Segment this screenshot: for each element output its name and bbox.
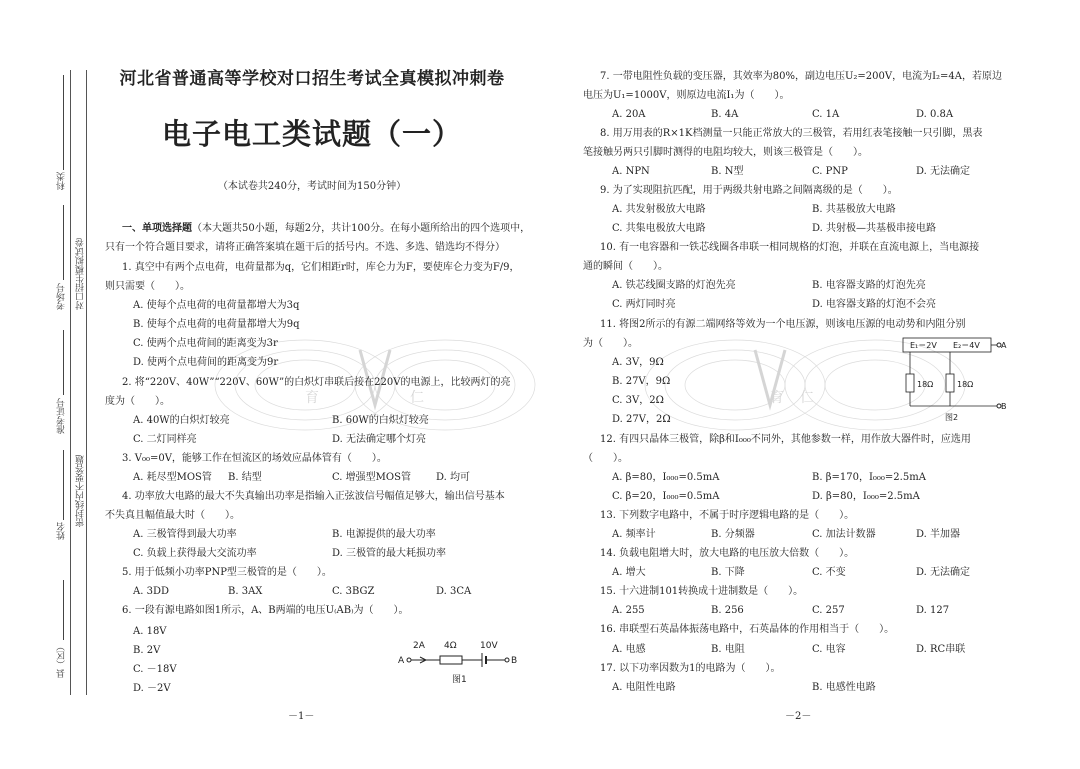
q12-opt-c: C. β=20，I₀₀₀=0.5mA — [612, 491, 720, 502]
q2-stem-2: 度为（ ）。 — [105, 396, 170, 407]
q11-opt-c: C. 3V，2Ω — [612, 395, 664, 406]
q15-opt-b: B. 256 — [711, 605, 744, 616]
fig2-r2: 18Ω — [957, 380, 974, 389]
q5-opt-d: D. 3CA — [436, 586, 472, 597]
margin-line-outer — [70, 70, 71, 695]
q17-stem: 17. 以下功率因数为1的电路为（ ）。 — [600, 663, 781, 674]
q4-stem-2: 不失真且幅值最大时（ ）。 — [105, 510, 240, 521]
section-desc-2: 只有一个符合题目要求，请将正确答案填在题干后的括号内。不选、多选、错选均不得分） — [105, 242, 505, 253]
q8-stem-1: 8. 用万用表的R×1K档测量一只能正常放大的三极管，若用红表笔接触一只引脚，黑表 — [600, 128, 983, 139]
room-blank — [63, 205, 64, 280]
q9-opt-c: C. 共集电极放大电路 — [612, 223, 706, 234]
q8-opt-a: A. NPN — [612, 166, 650, 177]
fig2-resistor-2 — [946, 374, 954, 392]
q9-opt-d: D. 共射极—共基极串接电路 — [812, 223, 937, 234]
q2-stem-1: 2. 将“220V、40W”“220V、60W”的白炽灯串联后接在220V的电源上，比较两灯的亮 — [122, 377, 511, 388]
q10-opt-d: D. 电容器支路的灯泡不会亮 — [812, 299, 937, 310]
section-desc-1-text: （本大题共50小题，每题2分，共计100分。在每小题所给出的四个选项中， — [192, 223, 531, 234]
margin-line-inner — [86, 70, 87, 695]
page-number-2: －2－ — [785, 711, 812, 722]
q6-stem: 6. 一段有源电路如图1所示，A、B两端的电压U₍AB₎为（ ）。 — [122, 605, 409, 616]
q5-opt-c: C. 3BGZ — [332, 586, 375, 597]
county-blank — [63, 580, 64, 640]
q3-opt-a: A. 耗尽型MOS管 — [133, 472, 212, 483]
q4-opt-d: D. 三极管的最大耗损功率 — [332, 548, 447, 559]
q13-opt-c: C. 加法计数器 — [812, 529, 876, 540]
fig2-caption: 图2 — [945, 413, 959, 422]
q14-opt-b: B. 下降 — [711, 567, 745, 578]
q4-opt-b: B. 电源提供的最大功率 — [332, 529, 436, 540]
q6-opt-a: A. 18V — [133, 626, 167, 637]
q1-stem-2: 则只需要（ ）。 — [105, 281, 190, 292]
q10-stem-2: 通的瞬间（ ）。 — [583, 261, 668, 272]
q16-opt-a: A. 电感 — [612, 644, 646, 655]
q11-stem-2: 为（ ）。 — [583, 338, 638, 349]
q7-opt-a: A. 20A — [612, 109, 646, 120]
q4-stem-1: 4. 功率放大电路的最大不失真输出功率是指输入正弦波信号幅值足够大，输出信号基本 — [122, 491, 505, 502]
fig1-node-b — [505, 658, 509, 662]
county-label: 县（区） — [57, 642, 67, 678]
q7-opt-b: B. 4A — [711, 109, 739, 120]
watermark-text-3: 育 — [770, 390, 784, 406]
q9-stem: 9. 为了实现阻抗匹配，用于两级共射电路之间隔离级的是（ ）。 — [600, 185, 898, 196]
q14-opt-d: D. 无法确定 — [916, 567, 971, 578]
q12-stem-1: 12. 有四只晶体三极管，除β和I₀₀₀不同外，其他参数一样，用作放大器件时，应选用 — [600, 434, 971, 445]
q8-opt-d: D. 无法确定 — [916, 166, 971, 177]
page-number-1: －1－ — [288, 711, 315, 722]
q12-opt-b: B. β=170，I₀₀₀=2.5mA — [812, 472, 926, 483]
q11-opt-b: B. 27V，9Ω — [612, 376, 671, 387]
room-label: 考场号 — [57, 283, 67, 310]
watermark-text-4: 仁 — [800, 390, 814, 406]
q1-opt-d: D. 使两个点电荷间的距离变为9r — [133, 357, 279, 368]
q15-opt-a: A. 255 — [612, 605, 645, 616]
figure-2-circuit — [895, 336, 1007, 426]
fig1-resistor-label: 4Ω — [444, 641, 457, 651]
q2-opt-a: A. 40W的白炽灯较亮 — [133, 415, 230, 426]
fig1-current: 2A — [413, 641, 425, 651]
q3-opt-c: C. 增强型MOS管 — [332, 472, 411, 483]
q6-opt-d: D. －2V — [133, 683, 171, 694]
q6-opt-c: C. －18V — [133, 664, 177, 675]
q7-opt-d: D. 0.8A — [916, 109, 954, 120]
q16-opt-d: D. RC串联 — [916, 644, 966, 655]
seat-label: 准考证号 — [57, 398, 67, 434]
q1-opt-c: C. 使两个点电荷间的距离变为3r — [133, 338, 278, 349]
q3-stem: 3. V₀₀=0V，能够工作在恒流区的场效应晶体管有（ ）。 — [122, 453, 387, 464]
subject-label: 科类 — [57, 172, 67, 190]
subject-blank — [63, 75, 64, 170]
seat-blank — [63, 330, 64, 395]
q11-opt-a: A. 3V，9Ω — [612, 357, 664, 368]
q4-opt-c: C. 负载上获得最大交流功率 — [133, 548, 257, 559]
q3-opt-d: D. 均可 — [436, 472, 471, 483]
fig1-voltage: 10V — [480, 641, 498, 651]
q7-stem-2: 电压为U₁=1000V，则原边电流I₁为（ ）。 — [583, 90, 790, 101]
exam-subtitle: 电子电工类试题（一） — [161, 117, 462, 151]
fig1-terminal-b: B — [511, 656, 518, 666]
q11-stem-1: 11. 将图2所示的有源二端网络等效为一个电压源，则该电压源的电动势和内阻分别 — [600, 319, 966, 330]
q9-opt-a: A. 共发射极放大电路 — [612, 204, 706, 215]
q15-opt-c: C. 257 — [812, 605, 845, 616]
q12-opt-d: D. β=80，I₀₀₀=2.5mA — [812, 491, 920, 502]
fig2-resistor-1 — [906, 374, 914, 392]
q17-opt-a: A. 电阻性电路 — [612, 682, 676, 693]
q15-stem: 15. 十六进制101转换成十进制数是（ ）。 — [600, 586, 804, 597]
q14-opt-c: C. 不变 — [812, 567, 846, 578]
q16-opt-b: B. 电阻 — [711, 644, 745, 655]
q15-opt-d: D. 127 — [916, 605, 950, 616]
watermark-text-2: 仁 — [410, 390, 424, 406]
q2-opt-d: D. 无法确定哪个灯亮 — [332, 434, 427, 445]
exam-note: （本试卷共240分，考试时间为150分钟） — [217, 181, 407, 192]
q16-stem: 16. 串联型石英晶体振荡电路中，石英晶体的作用相当于（ ）。 — [600, 624, 895, 635]
q10-opt-b: B. 电容器支路的灯泡先亮 — [812, 280, 926, 291]
q13-stem: 13. 下列数字电路中，不属于时序逻辑电路的是（ ）。 — [600, 510, 855, 521]
fig2-terminal-a: A — [1001, 341, 1007, 350]
q13-opt-d: D. 半加器 — [916, 529, 961, 540]
q10-opt-c: C. 两灯同时亮 — [612, 299, 676, 310]
q1-stem-1: 1. 真空中有两个点电荷，电荷量都为q，它们相距r时，库仑力为F，要使库仑力变为F/9， — [122, 262, 520, 273]
q1-opt-a: A. 使每个点电荷的电荷量都增大为3q — [133, 300, 300, 311]
q4-opt-a: A. 三极管得到最大功率 — [133, 529, 237, 540]
q1-opt-b: B. 使每个点电荷的电荷量都增大为9q — [133, 319, 300, 330]
q5-stem: 5. 用于低频小功率PNP型三极管的是（ ）。 — [122, 567, 332, 578]
q17-opt-b: B. 电感性电路 — [812, 682, 876, 693]
name-blank — [63, 450, 64, 520]
q10-opt-a: A. 铁芯线圈支路的灯泡先亮 — [612, 280, 736, 291]
name-label: 姓名 — [57, 522, 67, 540]
q5-opt-b: B. 3AX — [228, 586, 263, 597]
fig2-terminal-b: B — [1001, 402, 1007, 411]
figure-1-circuit — [392, 636, 522, 688]
q6-opt-b: B. 2V — [133, 645, 161, 656]
q13-opt-a: A. 频率计 — [612, 529, 656, 540]
fig1-resistor — [440, 656, 462, 664]
q7-opt-c: C. 1A — [812, 109, 840, 120]
q2-opt-c: C. 二灯同样亮 — [133, 434, 197, 445]
q5-opt-a: A. 3DD — [133, 586, 169, 597]
q10-stem-1: 10. 有一电容器和一铁芯线圈各串联一相同规格的灯泡，并联在直流电源上，当电源接 — [600, 242, 980, 253]
section-heading: 一、单项选择题 — [122, 223, 192, 234]
q7-stem-1: 7. 一带电阻性负载的变压器，其效率为80%，副边电压U₂=200V，电流为I₂=4A，若原边 — [600, 71, 1002, 82]
q14-stem: 14. 负载电阻增大时，放大电路的电压放大倍数（ ）。 — [600, 548, 855, 559]
q3-opt-b: B. 结型 — [228, 472, 262, 483]
q8-opt-b: B. N型 — [711, 166, 744, 177]
q13-opt-b: B. 分频器 — [711, 529, 755, 540]
q11-opt-d: D. 27V，2Ω — [612, 414, 671, 425]
q8-stem-2: 笔接触另两只引脚时测得的电阻均较大，则该三极管是（ ）。 — [583, 147, 868, 158]
fig1-node-a — [407, 658, 411, 662]
q16-opt-c: C. 电容 — [812, 644, 846, 655]
q2-opt-b: B. 60W的白炽灯较亮 — [332, 415, 429, 426]
paper-label: 对口招生模拟试卷 — [76, 238, 86, 310]
q12-opt-a: A. β=80，I₀₀₀=0.5mA — [612, 472, 720, 483]
fig1-terminal-a: A — [398, 656, 405, 666]
q9-opt-b: B. 共基极放大电路 — [812, 204, 896, 215]
q14-opt-a: A. 增大 — [612, 567, 646, 578]
watermark-text-1: 育 — [305, 390, 319, 406]
fig2-e1: E₁＝2V — [910, 341, 937, 350]
fig2-e2: E₂＝4V — [953, 341, 980, 350]
section-desc-1 — [122, 222, 530, 235]
exam-title: 河北省普通高等学校对口招生考试全真模拟冲刺卷 — [119, 69, 505, 89]
q12-stem-2: （ ）。 — [583, 453, 628, 464]
fig1-caption: 图1 — [452, 675, 467, 685]
fig2-r1: 18Ω — [917, 380, 934, 389]
seal-label: 密封线内不要答题 — [76, 455, 86, 527]
q8-opt-c: C. PNP — [812, 166, 848, 177]
